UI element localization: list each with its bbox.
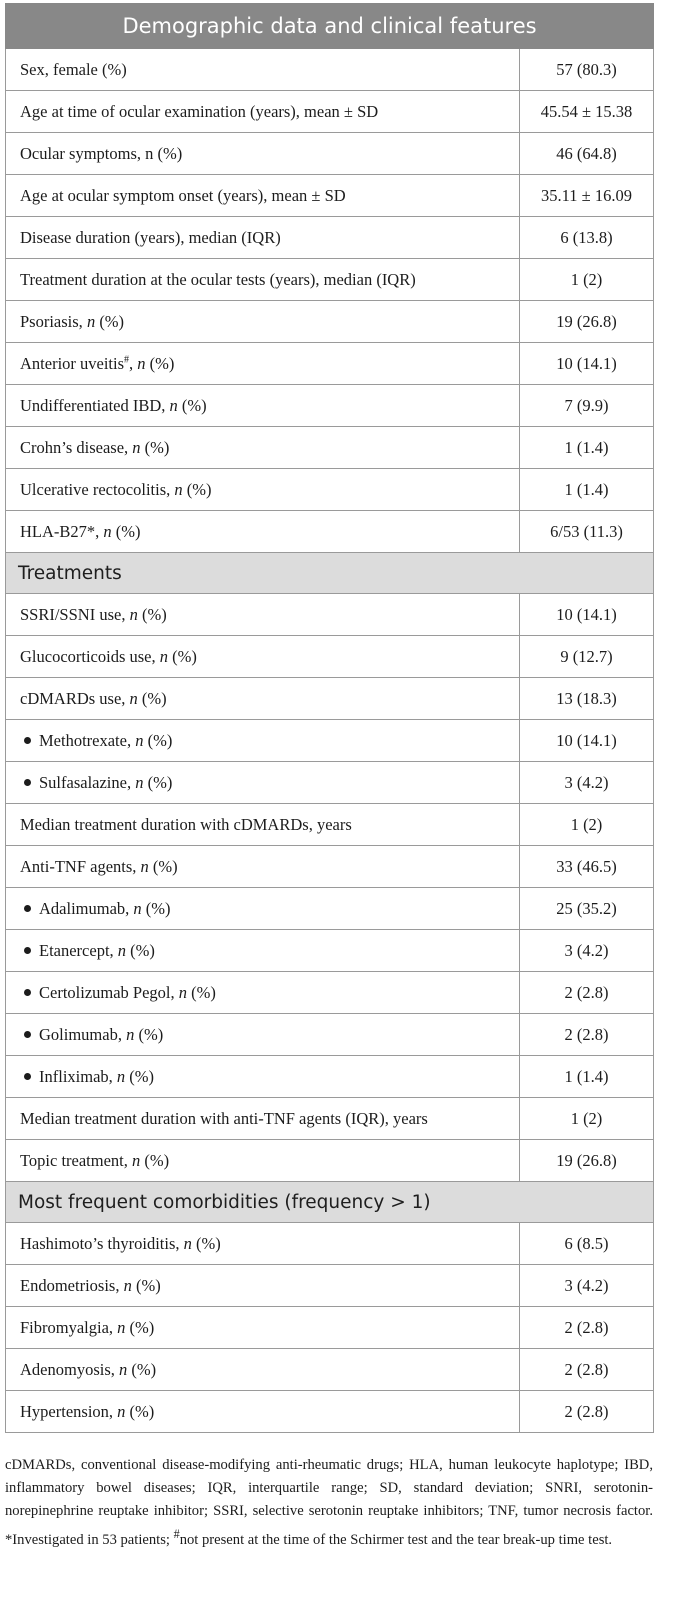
table-title: Demographic data and clinical features <box>6 4 654 49</box>
row-label-n: n <box>183 1233 192 1253</box>
row-value: 6 (8.5) <box>520 1223 654 1265</box>
row-label-pct: (%) <box>137 688 167 708</box>
row-label: Golimumab, <box>39 1024 127 1044</box>
row-value: 19 (26.8) <box>520 1140 654 1182</box>
table-row <box>6 804 654 846</box>
row-label-n: n <box>135 772 144 792</box>
row-value: 3 (4.2) <box>520 1265 654 1307</box>
row-label-superscript: # <box>124 354 130 365</box>
table-row <box>6 762 654 804</box>
row-label: Topic treatment, <box>20 1150 133 1170</box>
row-label-pct: (%) <box>141 898 171 918</box>
row-label: Certolizumab Pegol, <box>39 982 179 1002</box>
row-label-pct: (%) <box>140 1150 170 1170</box>
row-label-n: n <box>169 395 178 415</box>
table-row <box>6 888 654 930</box>
demographics-table <box>5 3 654 1433</box>
row-label-n: n <box>133 898 142 918</box>
row-label-n: n <box>140 856 149 876</box>
row-label-cell <box>6 1307 520 1349</box>
row-label-cell <box>6 1014 520 1056</box>
bullet-icon <box>24 737 31 744</box>
row-value: 57 (80.3) <box>520 49 654 91</box>
table-row <box>6 427 654 469</box>
footnote-hash-mark: # <box>173 1527 180 1541</box>
table-row <box>6 1098 654 1140</box>
row-value: 1 (2) <box>520 259 654 301</box>
row-label-pct: (%) <box>111 521 141 541</box>
row-label: Sulfasalazine, <box>39 772 136 792</box>
row-label: SSRI/SSNI use, <box>20 604 130 624</box>
row-label: Adalimumab, <box>39 898 134 918</box>
row-label: Undifferentiated IBD, <box>20 395 170 415</box>
row-value: 7 (9.9) <box>520 385 654 427</box>
row-value: 33 (46.5) <box>520 846 654 888</box>
row-label: Sex, female (%) <box>20 59 127 79</box>
table-row <box>6 720 654 762</box>
row-label-n: n <box>132 1150 141 1170</box>
row-label-n: n <box>135 730 144 750</box>
row-label: cDMARDs use, <box>20 688 130 708</box>
section-header-row <box>6 553 654 594</box>
row-label-pct: (%) <box>125 1401 155 1421</box>
row-value: 1 (1.4) <box>520 469 654 511</box>
row-label-cell <box>6 1265 520 1307</box>
footnote-tail: not present at the time of the Schirmer test and the tear break-up time test. <box>179 1531 613 1548</box>
row-value: 1 (2) <box>520 804 654 846</box>
row-label-pct: (%) <box>125 1317 155 1337</box>
table-row <box>6 1307 654 1349</box>
row-label: Median treatment duration with cDMARDs, years <box>20 814 352 834</box>
row-label: Infliximab, <box>39 1066 117 1086</box>
row-label-n: n <box>103 521 112 541</box>
bullet-icon <box>24 947 31 954</box>
table-row <box>6 511 654 553</box>
row-label: Endometriosis, <box>20 1275 124 1295</box>
row-label-n: n <box>129 688 138 708</box>
row-label: Etanercept, <box>39 940 118 960</box>
table-row <box>6 846 654 888</box>
row-label-pct: (%) <box>168 646 197 666</box>
row-label-cell <box>6 1098 520 1140</box>
row-label-pct: (%) <box>148 856 178 876</box>
table-row <box>6 217 654 259</box>
row-label-cell <box>6 259 520 301</box>
row-value: 1 (2) <box>520 1098 654 1140</box>
row-label-cell <box>6 385 520 427</box>
section-heading: Treatments <box>6 553 654 594</box>
table-title-row <box>6 4 654 49</box>
table-body <box>6 4 654 1433</box>
table-row <box>6 133 654 175</box>
section-heading: Most frequent comorbidities (frequency > 1) <box>6 1182 654 1223</box>
row-label-cell <box>6 427 520 469</box>
row-label: Methotrexate, <box>39 730 136 750</box>
row-value: 1 (1.4) <box>520 427 654 469</box>
row-label: Anterior uveitis <box>20 353 125 373</box>
row-label-cell <box>6 1223 520 1265</box>
table-row <box>6 1056 654 1098</box>
bullet-icon <box>24 905 31 912</box>
row-label: Age at ocular symptom onset (years), mean ± SD <box>20 185 346 205</box>
row-label-pct: (%) <box>143 730 173 750</box>
bullet-icon <box>24 1031 31 1038</box>
table-row <box>6 972 654 1014</box>
row-label-cell <box>6 133 520 175</box>
row-value: 35.11 ± 16.09 <box>520 175 654 217</box>
row-label-n: n <box>123 1275 132 1295</box>
row-label-cell <box>6 1391 520 1433</box>
section-header-row <box>6 1182 654 1223</box>
row-label: Fibromyalgia, <box>20 1317 118 1337</box>
row-label: Treatment duration at the ocular tests (years), median (IQR) <box>20 269 416 289</box>
row-label-cell <box>6 888 520 930</box>
table-row <box>6 301 654 343</box>
row-label-pct: (%) <box>127 1359 157 1379</box>
row-value: 10 (14.1) <box>520 720 654 762</box>
row-label-cell <box>6 301 520 343</box>
row-label-cell <box>6 1056 520 1098</box>
table-row <box>6 636 654 678</box>
row-label: Crohn’s disease, <box>20 437 133 457</box>
table-row <box>6 1265 654 1307</box>
table-footnote <box>5 1454 653 1552</box>
row-label-cell <box>6 972 520 1014</box>
row-label-n: n <box>132 437 141 457</box>
row-value: 13 (18.3) <box>520 678 654 720</box>
row-label-pct: (%) <box>191 1233 221 1253</box>
row-label-cell <box>6 343 520 385</box>
row-value: 3 (4.2) <box>520 930 654 972</box>
row-label-pct: (%) <box>126 940 155 960</box>
row-label: Median treatment duration with anti-TNF agents (IQR), years <box>20 1108 428 1128</box>
row-label-n: n <box>116 1066 126 1086</box>
row-label-cell <box>6 846 520 888</box>
table-row <box>6 1140 654 1182</box>
footnote-text: cDMARDs, conventional disease-modifying anti-rheumatic drugs; HLA, human leukocyte haplotype; IBD, inflammatory bowel diseases; IQR, interquartile range; SD, standard deviation; SNRI, serotonin-norepinephrine reuptake inhibitor; SSRI, selective serotonin reuptake inhibitors; TNF, tumor necrosis factor. *Investigated in 53 patients; <box>5 1457 653 1548</box>
row-label-cell <box>6 91 520 133</box>
table-row <box>6 91 654 133</box>
row-label-cell <box>6 720 520 762</box>
row-label-cell <box>6 678 520 720</box>
row-label: Glucocorticoids use, <box>20 646 160 666</box>
table-row <box>6 1391 654 1433</box>
row-label: Hashimoto’s thyroiditis, <box>20 1233 184 1253</box>
row-label: Age at time of ocular examination (years), mean ± SD <box>20 101 379 121</box>
row-label-n: n <box>137 353 146 373</box>
row-label: Adenomyosis, <box>20 1359 119 1379</box>
table-row <box>6 343 654 385</box>
row-label-n: n <box>129 604 138 624</box>
row-label: Disease duration (years), median (IQR) <box>20 227 281 247</box>
row-label-cell <box>6 804 520 846</box>
row-value: 9 (12.7) <box>520 636 654 678</box>
row-label: HLA-B27*, <box>20 521 104 541</box>
row-label-n: n <box>117 1317 126 1337</box>
row-label-pct: (%) <box>187 982 216 1002</box>
row-label-cell <box>6 1140 520 1182</box>
row-value: 6/53 (11.3) <box>520 511 654 553</box>
row-label: Hypertension, <box>20 1401 118 1421</box>
row-label-cell <box>6 49 520 91</box>
row-value: 2 (2.8) <box>520 1349 654 1391</box>
row-label: Psoriasis, <box>20 311 87 331</box>
row-label-pct: (%) <box>182 479 212 499</box>
row-label-n: n <box>178 982 188 1002</box>
row-value: 19 (26.8) <box>520 301 654 343</box>
row-label-n: n <box>174 479 183 499</box>
table-row <box>6 1223 654 1265</box>
row-label-pct: (%) <box>143 772 173 792</box>
row-label-pct: (%) <box>131 1275 161 1295</box>
table-row <box>6 1349 654 1391</box>
table-row <box>6 385 654 427</box>
row-label-pct: (%) <box>177 395 207 415</box>
row-label-cell <box>6 930 520 972</box>
row-label-n: n <box>117 1401 126 1421</box>
row-label-cell <box>6 594 520 636</box>
row-value: 1 (1.4) <box>520 1056 654 1098</box>
row-label-pct: (%) <box>125 1066 155 1086</box>
row-value: 6 (13.8) <box>520 217 654 259</box>
row-label-pct: (%) <box>140 437 170 457</box>
table-row <box>6 930 654 972</box>
table-row <box>6 469 654 511</box>
row-label: Ulcerative rectocolitis, <box>20 479 175 499</box>
row-value: 2 (2.8) <box>520 1307 654 1349</box>
table-row <box>6 678 654 720</box>
row-label-pct: (%) <box>137 604 167 624</box>
table-row <box>6 594 654 636</box>
row-label: Ocular symptoms, n (%) <box>20 143 183 163</box>
row-value: 2 (2.8) <box>520 1391 654 1433</box>
bullet-icon <box>24 989 31 996</box>
table-row <box>6 175 654 217</box>
bullet-icon <box>24 1073 31 1080</box>
row-value: 10 (14.1) <box>520 594 654 636</box>
row-value: 25 (35.2) <box>520 888 654 930</box>
row-label-n: n <box>117 940 127 960</box>
row-value: 2 (2.8) <box>520 1014 654 1056</box>
row-label-cell <box>6 1349 520 1391</box>
row-label-n: n <box>86 311 96 331</box>
row-label-n: n <box>159 646 169 666</box>
row-label-cell <box>6 762 520 804</box>
row-label-pct: (%) <box>95 311 125 331</box>
table-row <box>6 1014 654 1056</box>
row-label-cell <box>6 175 520 217</box>
bullet-icon <box>24 779 31 786</box>
row-label-pct: (%) <box>134 1024 164 1044</box>
row-label-cell <box>6 469 520 511</box>
row-label-comma: , <box>129 353 138 373</box>
row-value: 3 (4.2) <box>520 762 654 804</box>
table-row <box>6 49 654 91</box>
row-value: 46 (64.8) <box>520 133 654 175</box>
row-value: 10 (14.1) <box>520 343 654 385</box>
row-label-cell <box>6 636 520 678</box>
row-value: 2 (2.8) <box>520 972 654 1014</box>
row-label: Anti-TNF agents, <box>20 856 141 876</box>
row-label-pct: (%) <box>145 353 175 373</box>
row-label-cell <box>6 217 520 259</box>
row-label-n: n <box>119 1359 128 1379</box>
row-label-n: n <box>126 1024 135 1044</box>
row-value: 45.54 ± 15.38 <box>520 91 654 133</box>
table-row <box>6 259 654 301</box>
row-label-cell <box>6 511 520 553</box>
